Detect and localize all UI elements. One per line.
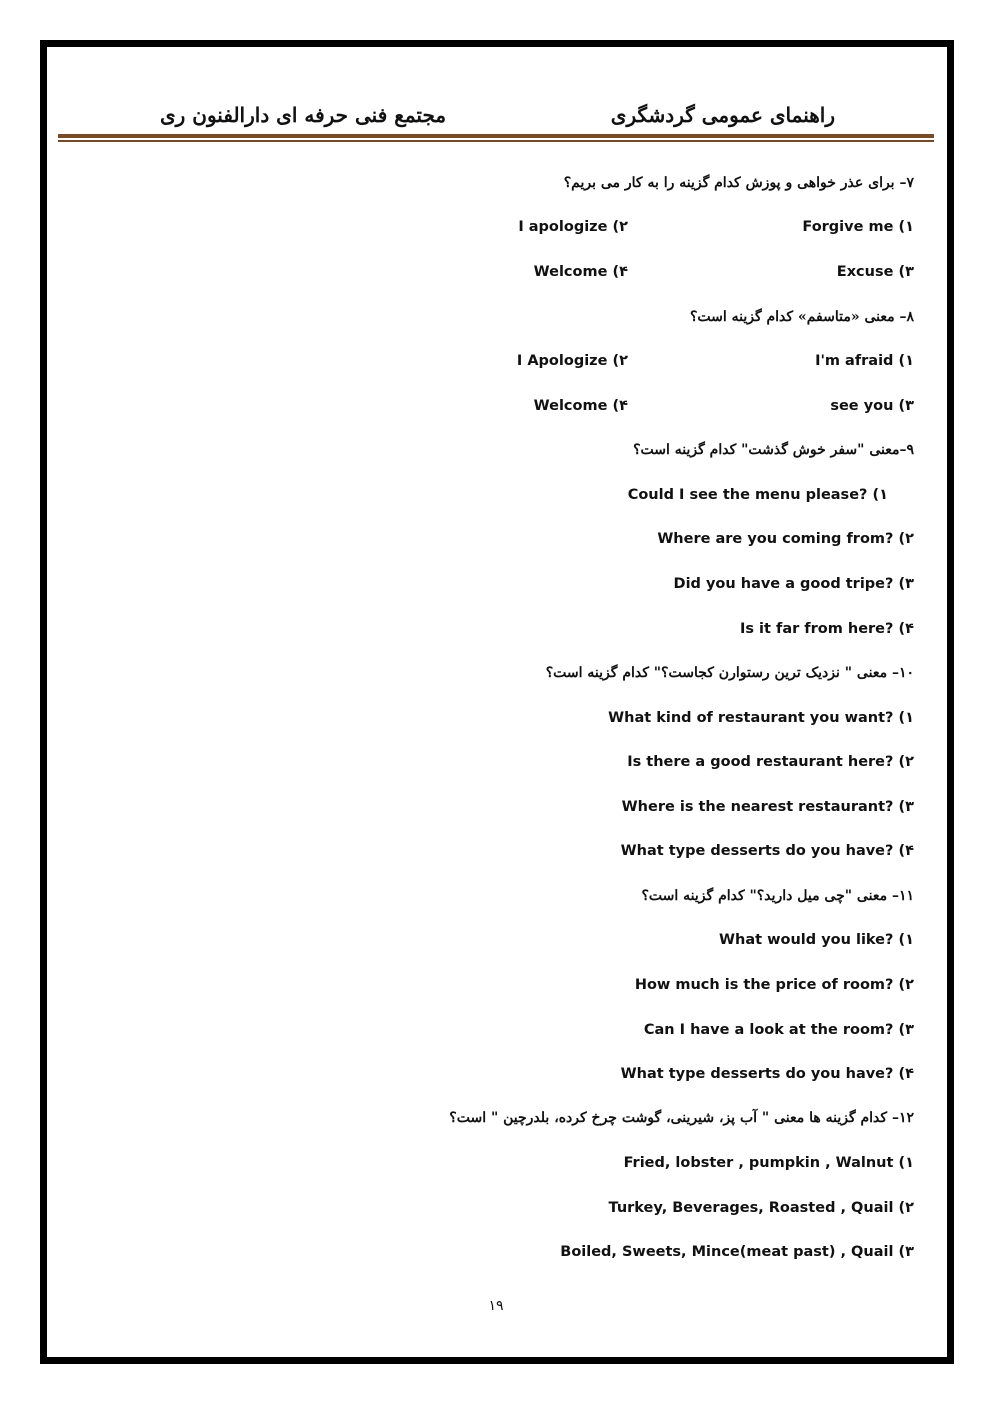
question-12: ۱۲– کدام گزینه ها معنی " آب پز، شیرینی، گوشت چرخ کرده، بلدرچین " است؟ xyxy=(449,1110,914,1126)
option-7-3: ۳) Excuse xyxy=(836,264,914,280)
option-12-3: ۳) Boiled, Sweets, Mince(meat past) , Quail xyxy=(560,1244,914,1260)
page-number: ۱۹ xyxy=(488,1298,504,1314)
header-rule xyxy=(58,134,934,138)
option-9-4: ۴) Is it far from here? xyxy=(739,621,914,637)
question-11: ۱۱– معنی "چی میل دارید؟" کدام گزینه است؟ xyxy=(641,888,914,904)
option-11-1: ۱) What would you like? xyxy=(719,932,914,948)
option-10-3: ۳) Where is the nearest restaurant? xyxy=(621,799,914,815)
option-8-2: ۲) I Apologize xyxy=(516,353,628,369)
option-11-2: ۲) How much is the price of room? xyxy=(634,977,914,993)
header-title-right: راهنمای عمومی گردشگری xyxy=(610,103,835,127)
option-8-3: ۳) see you xyxy=(830,398,914,414)
option-8-1: ۱) I'm afraid xyxy=(815,353,914,369)
header-title-left: مجتمع فنی حرفه ای دارالفنون ری xyxy=(160,103,447,127)
option-10-2: ۲) Is there a good restaurant here? xyxy=(627,754,914,770)
question-9: ۹–معنی "سفر خوش گذشت" کدام گزینه است؟ xyxy=(633,442,914,458)
option-9-2: ۲) Where are you coming from? xyxy=(657,531,914,547)
option-12-1: ۱) Fried, lobster , pumpkin , Walnut xyxy=(623,1155,914,1171)
question-8: ۸– معنی «متاسفم» کدام گزینه است؟ xyxy=(689,309,914,325)
option-8-4: ۴) Welcome xyxy=(533,398,628,414)
option-9-3: ۳) Did you have a good tripe? xyxy=(673,576,914,592)
option-7-2: ۲) I apologize xyxy=(518,219,628,235)
option-12-2: ۲) Turkey, Beverages, Roasted , Quail xyxy=(608,1200,914,1216)
option-11-3: ۳) Can I have a look at the room? xyxy=(643,1022,914,1038)
question-10: ۱۰– معنی " نزدیک ترین رستوارن کجاست؟" کدام گزینه است؟ xyxy=(545,665,914,681)
question-7: ۷– برای عذر خواهی و پوزش کدام گزینه را به کار می بریم؟ xyxy=(563,175,914,191)
option-7-4: ۴) Welcome xyxy=(533,264,628,280)
option-9-1: ۱) Could I see the menu please? xyxy=(627,487,888,503)
header-rule-thin xyxy=(58,140,934,142)
option-11-4: ۴) What type desserts do you have? xyxy=(620,1066,914,1082)
option-7-1: ۱) Forgive me xyxy=(802,219,914,235)
option-10-4: ۴) What type desserts do you have? xyxy=(620,843,914,859)
option-10-1: ۱) What kind of restaurant you want? xyxy=(608,710,914,726)
